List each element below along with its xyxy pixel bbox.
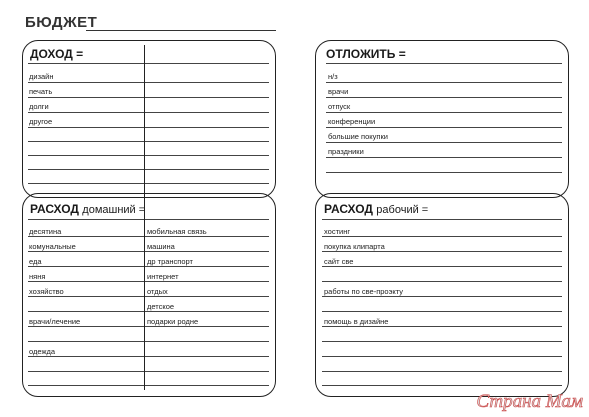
work-expense-line	[322, 356, 562, 357]
work-expense-line	[322, 341, 562, 342]
work-expense-heading-main: РАСХОД	[324, 202, 373, 216]
income-line	[28, 155, 269, 156]
postpone-line	[326, 127, 562, 128]
income-line	[28, 141, 269, 142]
income-line	[28, 112, 269, 113]
work-expense-line	[322, 236, 562, 237]
home-expense-item: хозяйство	[29, 287, 64, 296]
work-expense-heading	[324, 202, 428, 216]
watermark: Страна Мам	[476, 391, 583, 412]
home-expense-item: комунальные	[29, 242, 76, 251]
postpone-panel	[315, 40, 569, 198]
home-expense-heading-underline	[28, 219, 269, 220]
home-expense-line	[28, 341, 269, 342]
postpone-item: праздники	[328, 147, 364, 156]
home-expense-line	[28, 326, 269, 327]
income-item: дизайн	[29, 72, 54, 81]
home-expense-line	[28, 296, 269, 297]
postpone-line	[326, 112, 562, 113]
work-expense-item: сайт све	[324, 257, 354, 266]
postpone-line	[326, 82, 562, 83]
home-expense-item: др транспорт	[147, 257, 193, 266]
income-heading-underline	[28, 63, 269, 64]
postpone-line	[326, 142, 562, 143]
income-line	[28, 97, 269, 98]
home-expense-item: интернет	[147, 272, 179, 281]
income-item: печать	[29, 87, 53, 96]
postpone-item: конференции	[328, 117, 376, 126]
postpone-line	[326, 172, 562, 173]
title-underline	[86, 30, 276, 31]
postpone-heading: ОТЛОЖИТЬ =	[326, 47, 406, 61]
work-expense-line	[322, 385, 562, 386]
home-expense-item: врачи/лечение	[29, 317, 81, 326]
home-expense-item: детское	[147, 302, 175, 311]
home-expense-heading	[30, 202, 145, 216]
work-expense-heading-underline	[322, 219, 562, 220]
home-expense-line	[28, 311, 269, 312]
postpone-line	[326, 97, 562, 98]
income-line	[28, 169, 269, 170]
home-expense-item: отдых	[147, 287, 168, 296]
work-expense-line	[322, 371, 562, 372]
postpone-heading-underline	[326, 63, 562, 64]
income-line	[28, 183, 269, 184]
work-expense-item: работы по све-проэкту	[324, 287, 404, 296]
postpone-item: врачи	[328, 87, 349, 96]
home-expense-line	[28, 371, 269, 372]
work-expense-item: хостинг	[324, 227, 351, 236]
postpone-line	[326, 157, 562, 158]
postpone-item: н/з	[328, 72, 338, 81]
home-expense-line	[28, 266, 269, 267]
home-expense-item: няня	[29, 272, 46, 281]
home-expense-item: еда	[29, 257, 42, 266]
home-expense-line	[28, 236, 269, 237]
home-expense-line	[28, 281, 269, 282]
work-expense-line	[322, 296, 562, 297]
income-line	[28, 127, 269, 128]
income-item: другое	[29, 117, 53, 126]
home-expense-heading-main: РАСХОД	[30, 202, 79, 216]
home-expense-line	[28, 356, 269, 357]
income-line	[28, 82, 269, 83]
work-expense-item: помощь в дизайне	[324, 317, 389, 326]
page-title: БЮДЖЕТ	[25, 14, 98, 31]
work-expense-line	[322, 311, 562, 312]
work-expense-line	[322, 326, 562, 327]
work-expense-panel	[315, 193, 569, 397]
postpone-item: отпуск	[328, 102, 351, 111]
home-expense-line	[28, 251, 269, 252]
work-expense-heading-sub: рабочий =	[376, 204, 429, 216]
work-expense-item: покупка клипарта	[324, 242, 385, 251]
work-expense-line	[322, 266, 562, 267]
income-heading: ДОХОД =	[30, 47, 84, 61]
home-expense-line	[28, 385, 269, 386]
home-expense-heading-sub: домашний =	[82, 204, 146, 216]
work-expense-line	[322, 281, 562, 282]
income-panel	[22, 40, 276, 198]
home-expense-item: машина	[147, 242, 175, 251]
work-expense-line	[322, 251, 562, 252]
income-item: долги	[29, 102, 49, 111]
home-expense-item: десятина	[29, 227, 62, 236]
postpone-item: большие покупки	[328, 132, 388, 141]
home-expense-item: одежда	[29, 347, 56, 356]
column-divider	[144, 45, 145, 390]
home-expense-item: мобильная связь	[147, 227, 207, 236]
home-expense-panel	[22, 193, 276, 397]
home-expense-item: подарки родне	[147, 317, 199, 326]
